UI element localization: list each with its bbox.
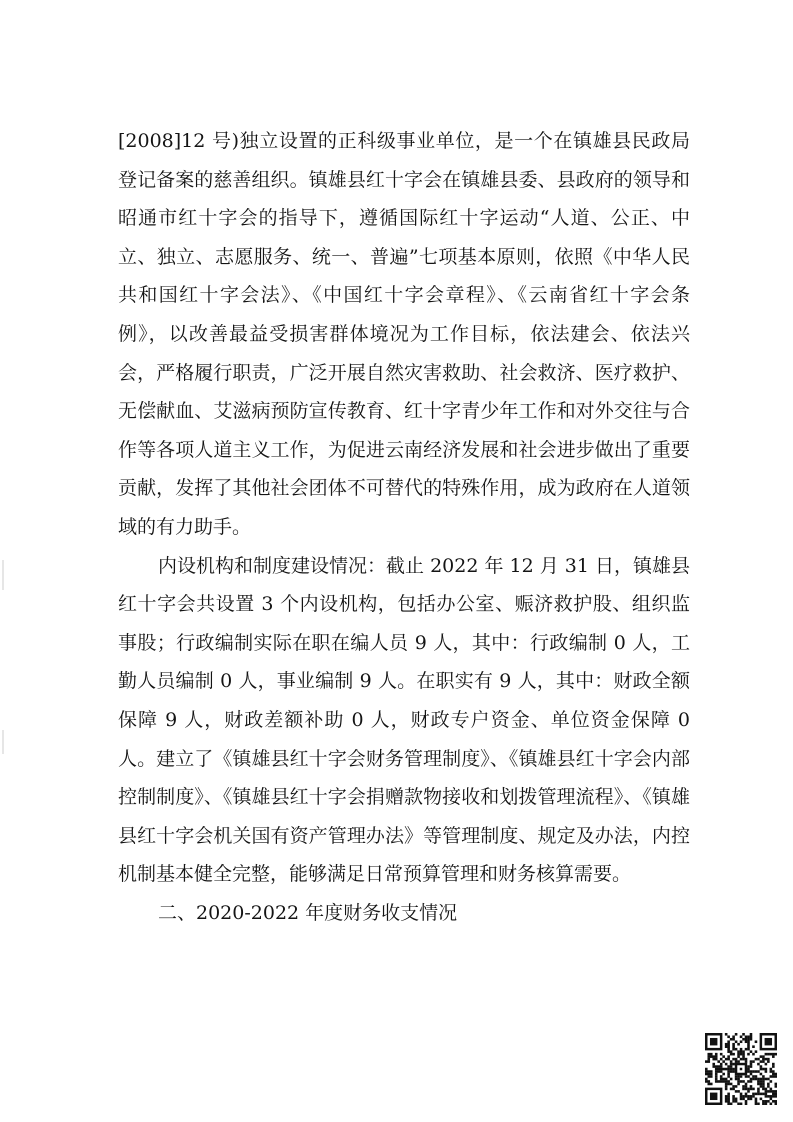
scan-edge-mark [2,730,4,754]
document-body [118,122,690,932]
paragraph-internal-structure: 内设机构和制度建设情况：截止 2022 年 12 月 31 日，镇雄县红十字会共设置 3 个内设机构，包括办公室、赈济救护股、组织监事股；行政编制实际在职在编人员 9 人，其中：行政编制 0 人，工勤人员编制 0 人，事业编制 9 人。在职实有 9 人，其中：财政全额保障 9 人，财政差额补助 0 人，财政专户资金、单位资金保障 0 人。建立了《镇雄县红十字会财务管理制度》、《镇雄县红十字会内部控制制度》、《镇雄县红十字会捐赠款物接收和划拨管理流程》、《镇雄县红十字会机关国有资产管理办法》等管理制度、规定及办法，内控机制基本健全完整，能够满足日常预算管理和财务核算需要。 [118,554,690,886]
scan-edge-mark [2,560,4,590]
qr-code-icon [705,1033,777,1105]
qr-code [705,1033,777,1105]
section-heading: 二、2020-2022 年度财务收支情况 [158,901,458,924]
paragraph-organization-overview: [2008]12 号)独立设置的正科级事业单位，是一个在镇雄县民政局登记备案的慈善组织。镇雄县红十字会在镇雄县委、县政府的领导和昭通市红十字会的指导下，遵循国际红十字运动“人道、公正、中立、独立、志愿服务、统一、普遍”七项基本原则，依照《中华人民共和国红十字会法》、《中国红十字会章程》、《云南省红十字会条例》，以改善最益受损害群体境况为工作目标，依法建会、依法兴会，严格履行职责，广泛开展自然灾害救助、社会救济、医疗救护、无偿献血、艾滋病预防宣传教育、红十字青少年工作和对外交往与合作等各项人道主义工作，为促进云南经济发展和社会进步做出了重要贡献，发挥了其他社会团体不可替代的特殊作用，成为政府在人道领域的有力助手。 [118,130,690,538]
